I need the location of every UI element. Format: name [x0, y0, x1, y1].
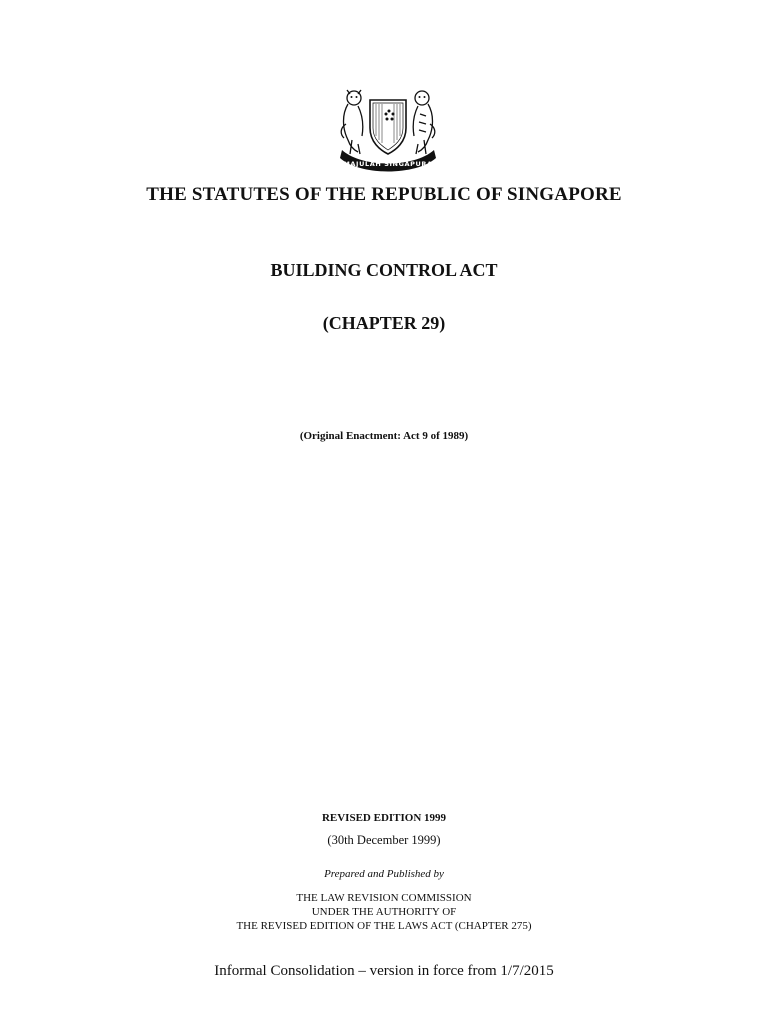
publisher-line: THE LAW REVISION COMMISSION: [296, 892, 472, 904]
prepared-by-label: Prepared and Published by: [324, 868, 444, 880]
original-enactment: (Original Enactment: Act 9 of 1989): [299, 430, 469, 442]
publisher-line: UNDER THE AUTHORITY OF: [311, 906, 457, 918]
revised-edition: REVISED EDITION 1999: [321, 812, 447, 824]
statutes-heading: THE STATUTES OF THE REPUBLIC OF SINGAPORE: [146, 184, 622, 205]
revised-edition-date: (30th December 1999): [327, 833, 441, 847]
chapter-number: (CHAPTER 29): [322, 313, 446, 333]
coat-of-arms-icon: [332, 84, 444, 176]
publisher-line: THE REVISED EDITION OF THE LAWS ACT (CHAPTER 275): [236, 920, 532, 932]
crest-motto: MAJULAH SINGAPURA: [343, 160, 433, 168]
act-title: BUILDING CONTROL ACT: [270, 260, 498, 280]
consolidation-note: Informal Consolidation – version in force from 1/7/2015: [214, 963, 554, 979]
